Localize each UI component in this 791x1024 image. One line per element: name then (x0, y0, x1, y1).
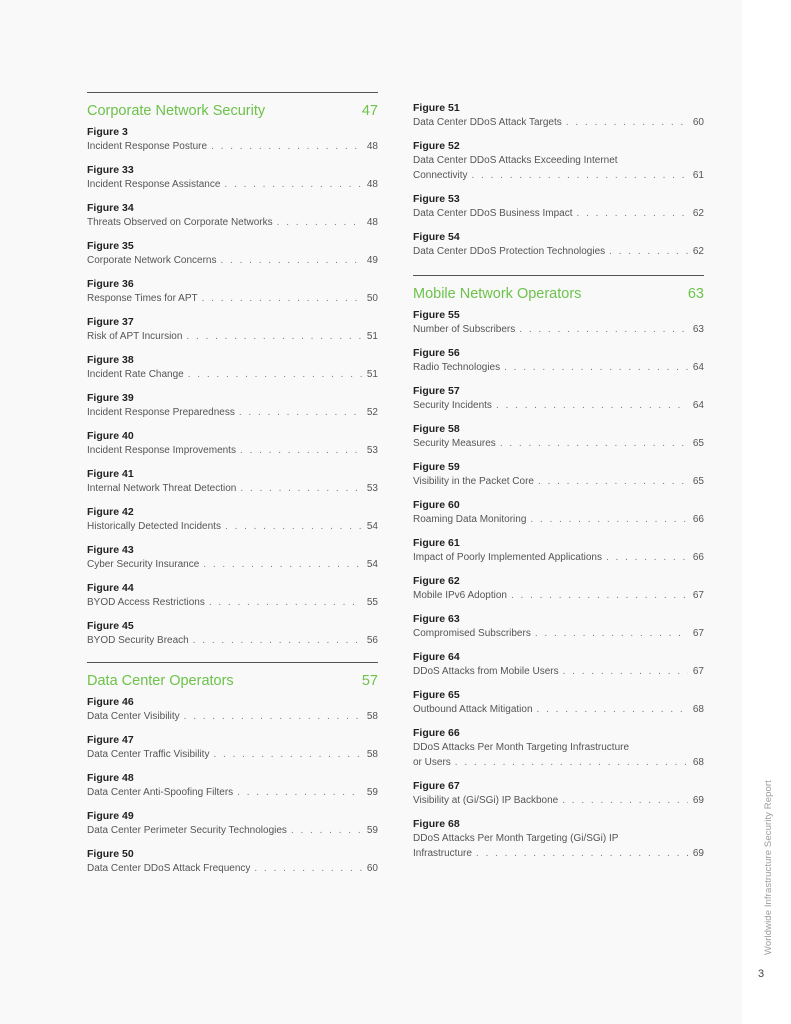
entry-page: 66 (692, 514, 704, 525)
entry-line (413, 550, 704, 565)
figure-label: Figure 60 (413, 499, 460, 511)
figure-label: Figure 34 (87, 202, 134, 214)
entry-title: Security Measures (413, 438, 496, 449)
dot-leader (225, 519, 362, 534)
entry-page: 62 (692, 208, 704, 219)
entry-line (87, 595, 378, 610)
figure-label: Figure 3 (87, 126, 128, 138)
entry-line (87, 443, 378, 458)
entry-page: 68 (692, 704, 704, 715)
entry-title: Number of Subscribers (413, 324, 516, 335)
entry-title: Data Center DDoS Attack Targets (413, 117, 562, 128)
dot-leader (606, 550, 688, 565)
toc-entry[interactable] (413, 139, 704, 183)
figure-label: Figure 39 (87, 392, 134, 404)
figure-label: Figure 42 (87, 506, 134, 518)
toc-entry[interactable] (413, 650, 704, 679)
toc-entry[interactable] (413, 817, 704, 861)
entry-page: 64 (692, 362, 704, 373)
entry-line (413, 793, 704, 808)
entry-page: 52 (366, 407, 378, 418)
toc-entry[interactable] (87, 505, 378, 534)
section-title: Data Center Operators (87, 673, 234, 689)
figure-label: Figure 51 (413, 102, 460, 114)
entry-line (87, 785, 378, 800)
section-heading[interactable] (413, 285, 704, 303)
dot-leader (221, 253, 363, 268)
entry-page: 51 (366, 331, 378, 342)
section-title: Corporate Network Security (87, 103, 266, 119)
figure-label: Figure 52 (413, 140, 460, 152)
toc-entry[interactable] (413, 308, 704, 337)
entry-line (413, 474, 704, 489)
figure-label: Figure 55 (413, 309, 460, 321)
entry-line (413, 755, 704, 770)
dot-leader (455, 755, 688, 770)
figure-label: Figure 36 (87, 278, 134, 290)
figure-label: Figure 67 (413, 780, 460, 792)
entry-title: Internal Network Threat Detection (87, 483, 237, 494)
entry-page: 66 (692, 552, 704, 563)
page-number: 3 (758, 968, 765, 980)
toc-entry[interactable] (413, 422, 704, 451)
dot-leader (240, 443, 362, 458)
entry-title: Incident Response Assistance (87, 179, 221, 190)
dot-leader (496, 398, 688, 413)
toc-entry[interactable] (87, 239, 378, 268)
toc-entry[interactable] (413, 498, 704, 527)
entry-title: Incident Response Preparedness (87, 407, 235, 418)
toc-entry[interactable] (87, 467, 378, 496)
dot-leader (563, 664, 688, 679)
toc-entry[interactable] (87, 125, 378, 154)
figure-label: Figure 65 (413, 689, 460, 701)
entry-line (87, 709, 378, 724)
entry-page: 60 (692, 117, 704, 128)
entry-title-line: Data Center DDoS Attacks Exceeding Internet (413, 155, 618, 166)
toc-entry[interactable] (413, 688, 704, 717)
entry-title: Security Incidents (413, 400, 492, 411)
dot-leader (562, 793, 688, 808)
dot-leader (471, 168, 688, 183)
entry-page: 67 (692, 666, 704, 677)
entry-page: 58 (366, 711, 378, 722)
entry-line (413, 168, 704, 183)
entry-title: or Users (413, 757, 451, 768)
figure-label: Figure 57 (413, 385, 460, 397)
entry-title: Impact of Poorly Implemented Applications (413, 552, 602, 563)
entry-line (87, 519, 378, 534)
entry-line (87, 823, 378, 838)
dot-leader (213, 747, 362, 762)
dot-leader (577, 206, 688, 221)
entry-title: Data Center DDoS Attack Frequency (87, 863, 251, 874)
toc-entry[interactable] (413, 612, 704, 641)
toc-entry[interactable] (87, 619, 378, 648)
figure-label: Figure 49 (87, 810, 134, 822)
entry-title: BYOD Access Restrictions (87, 597, 205, 608)
toc-entry[interactable] (87, 581, 378, 610)
entry-line (413, 626, 704, 641)
toc-entry[interactable] (413, 192, 704, 221)
entry-page: 61 (692, 170, 704, 181)
toc-entry[interactable] (87, 847, 378, 876)
dot-leader (188, 367, 362, 382)
entry-line (87, 861, 378, 876)
entry-page: 68 (692, 757, 704, 768)
entry-page: 67 (692, 590, 704, 601)
dot-leader (530, 512, 688, 527)
toc-entry[interactable] (87, 733, 378, 762)
dot-leader (224, 177, 362, 192)
figure-label: Figure 66 (413, 727, 460, 739)
figure-label: Figure 59 (413, 461, 460, 473)
dot-leader (500, 436, 688, 451)
entry-page: 56 (366, 635, 378, 646)
section-page: 63 (687, 286, 704, 302)
entry-page: 67 (692, 628, 704, 639)
dot-leader (519, 322, 688, 337)
dot-leader (186, 329, 362, 344)
entry-page: 69 (692, 795, 704, 806)
entry-title: Incident Rate Change (87, 369, 184, 380)
running-title: Worldwide Infrastructure Security Report (763, 780, 774, 955)
dot-leader (203, 557, 362, 572)
entry-title: Compromised Subscribers (413, 628, 531, 639)
entry-title-line: DDoS Attacks Per Month Targeting (Gi/SGi) IP (413, 833, 619, 844)
entry-title: Risk of APT Incursion (87, 331, 183, 342)
entry-title: DDoS Attacks from Mobile Users (413, 666, 559, 677)
toc-entry[interactable] (413, 536, 704, 565)
toc-entry[interactable] (87, 163, 378, 192)
section-heading[interactable] (87, 102, 378, 120)
entry-page: 59 (366, 825, 378, 836)
entry-title: Cyber Security Insurance (87, 559, 200, 570)
entry-title: Infrastructure (413, 848, 472, 859)
dot-leader (193, 633, 362, 648)
figure-label: Figure 35 (87, 240, 134, 252)
figure-label: Figure 61 (413, 537, 460, 549)
figure-label: Figure 58 (413, 423, 460, 435)
entry-line (413, 244, 704, 259)
toc-entry[interactable] (413, 460, 704, 489)
figure-label: Figure 41 (87, 468, 134, 480)
figure-label: Figure 46 (87, 696, 134, 708)
entry-title: Connectivity (413, 170, 468, 181)
figure-label: Figure 54 (413, 231, 460, 243)
entry-line (87, 177, 378, 192)
figure-label: Figure 47 (87, 734, 134, 746)
dot-leader (254, 861, 362, 876)
dot-leader (609, 244, 688, 259)
entry-title: Roaming Data Monitoring (413, 514, 527, 525)
toc-entry[interactable] (87, 809, 378, 838)
entry-page: 58 (366, 749, 378, 760)
entry-line (413, 322, 704, 337)
entry-title: Mobile IPv6 Adoption (413, 590, 507, 601)
toc-entry[interactable] (87, 771, 378, 800)
entry-page: 62 (692, 246, 704, 257)
entry-line (87, 405, 378, 420)
dot-leader (239, 405, 362, 420)
entry-line (87, 633, 378, 648)
toc-entry[interactable] (413, 346, 704, 375)
dot-leader (184, 709, 362, 724)
dot-leader (566, 115, 688, 130)
entry-title: Outbound Attack Mitigation (413, 704, 533, 715)
dot-leader (240, 481, 362, 496)
toc-right-column (413, 101, 704, 870)
section-title: Mobile Network Operators (413, 286, 582, 302)
entry-page: 59 (366, 787, 378, 798)
dot-leader (209, 595, 362, 610)
entry-line (87, 481, 378, 496)
entry-title: Visibility at (Gi/SGi) IP Backbone (413, 795, 559, 806)
entry-title: Data Center DDoS Protection Technologies (413, 246, 606, 257)
toc-entry[interactable] (413, 101, 704, 130)
section-page: 47 (361, 103, 378, 119)
entry-line (87, 329, 378, 344)
entry-line (413, 664, 704, 679)
toc-entry[interactable] (413, 779, 704, 808)
entry-line (87, 557, 378, 572)
figure-label: Figure 48 (87, 772, 134, 784)
figure-label: Figure 33 (87, 164, 134, 176)
toc-entry[interactable] (87, 695, 378, 724)
entry-line (87, 215, 378, 230)
dot-leader (211, 139, 362, 154)
entry-line (413, 360, 704, 375)
toc-entry[interactable] (87, 315, 378, 344)
toc-section (413, 275, 704, 861)
entry-title: Data Center Anti-Spoofing Filters (87, 787, 234, 798)
toc-entry[interactable] (413, 726, 704, 770)
figure-label: Figure 50 (87, 848, 134, 860)
figure-label: Figure 64 (413, 651, 460, 663)
entry-title: Incident Response Improvements (87, 445, 236, 456)
dot-leader (291, 823, 362, 838)
figure-label: Figure 44 (87, 582, 134, 594)
entry-page: 51 (366, 369, 378, 380)
toc-entry[interactable] (87, 543, 378, 572)
entry-page: 64 (692, 400, 704, 411)
figure-label: Figure 53 (413, 193, 460, 205)
toc-entry[interactable] (87, 391, 378, 420)
toc-entry[interactable] (87, 277, 378, 306)
toc-entry[interactable] (87, 201, 378, 230)
entry-page: 48 (366, 141, 378, 152)
dot-leader (538, 474, 688, 489)
entry-title: Historically Detected Incidents (87, 521, 221, 532)
entry-line (87, 367, 378, 382)
dot-leader (504, 360, 688, 375)
entry-page: 54 (366, 521, 378, 532)
figure-label: Figure 38 (87, 354, 134, 366)
entry-title: Corporate Network Concerns (87, 255, 217, 266)
section-heading[interactable] (87, 672, 378, 690)
toc-entry[interactable] (87, 429, 378, 458)
entry-line (413, 206, 704, 221)
toc-entry[interactable] (413, 230, 704, 259)
entry-line (413, 588, 704, 603)
entry-page: 49 (366, 255, 378, 266)
toc-section (87, 662, 378, 876)
entry-line (87, 291, 378, 306)
figure-label: Figure 68 (413, 818, 460, 830)
dot-leader (537, 702, 688, 717)
entry-page: 63 (692, 324, 704, 335)
dot-leader (476, 846, 688, 861)
entry-title: Radio Technologies (413, 362, 501, 373)
entry-title: Data Center Visibility (87, 711, 180, 722)
entry-line (87, 747, 378, 762)
entry-page: 55 (366, 597, 378, 608)
figure-label: Figure 56 (413, 347, 460, 359)
toc-left-column (87, 92, 378, 885)
section-page: 57 (361, 673, 378, 689)
entry-line (413, 846, 704, 861)
entry-line (413, 512, 704, 527)
entry-line (413, 702, 704, 717)
figure-label: Figure 40 (87, 430, 134, 442)
dot-leader (511, 588, 688, 603)
entry-page: 54 (366, 559, 378, 570)
entry-page: 48 (366, 217, 378, 228)
dot-leader (277, 215, 362, 230)
figure-label: Figure 37 (87, 316, 134, 328)
entry-line (413, 115, 704, 130)
entry-title: Data Center Traffic Visibility (87, 749, 210, 760)
entry-page: 60 (366, 863, 378, 874)
entry-title: Data Center Perimeter Security Technologies (87, 825, 287, 836)
entry-line (413, 398, 704, 413)
entry-title: Threats Observed on Corporate Networks (87, 217, 273, 228)
entry-line (87, 139, 378, 154)
dot-leader (202, 291, 362, 306)
entry-page: 48 (366, 179, 378, 190)
entry-page: 53 (366, 445, 378, 456)
toc-entry[interactable] (413, 574, 704, 603)
toc-entry[interactable] (87, 353, 378, 382)
toc-entry[interactable] (413, 384, 704, 413)
figure-label: Figure 63 (413, 613, 460, 625)
figure-label: Figure 45 (87, 620, 134, 632)
entry-page: 69 (692, 848, 704, 859)
entry-page: 50 (366, 293, 378, 304)
entry-title-line: DDoS Attacks Per Month Targeting Infrastructure (413, 742, 630, 753)
entry-page: 65 (692, 476, 704, 487)
entry-line (87, 253, 378, 268)
entry-page: 65 (692, 438, 704, 449)
figure-label: Figure 43 (87, 544, 134, 556)
entry-title: Response Times for APT (87, 293, 198, 304)
toc-section (87, 92, 378, 648)
figure-label: Figure 62 (413, 575, 460, 587)
entry-page: 53 (366, 483, 378, 494)
entry-line (413, 436, 704, 451)
entry-title: Visibility in the Packet Core (413, 476, 534, 487)
entry-title: Data Center DDoS Business Impact (413, 208, 573, 219)
entry-title: BYOD Security Breach (87, 635, 189, 646)
dot-leader (237, 785, 362, 800)
dot-leader (535, 626, 688, 641)
entry-title: Incident Response Posture (87, 141, 208, 152)
